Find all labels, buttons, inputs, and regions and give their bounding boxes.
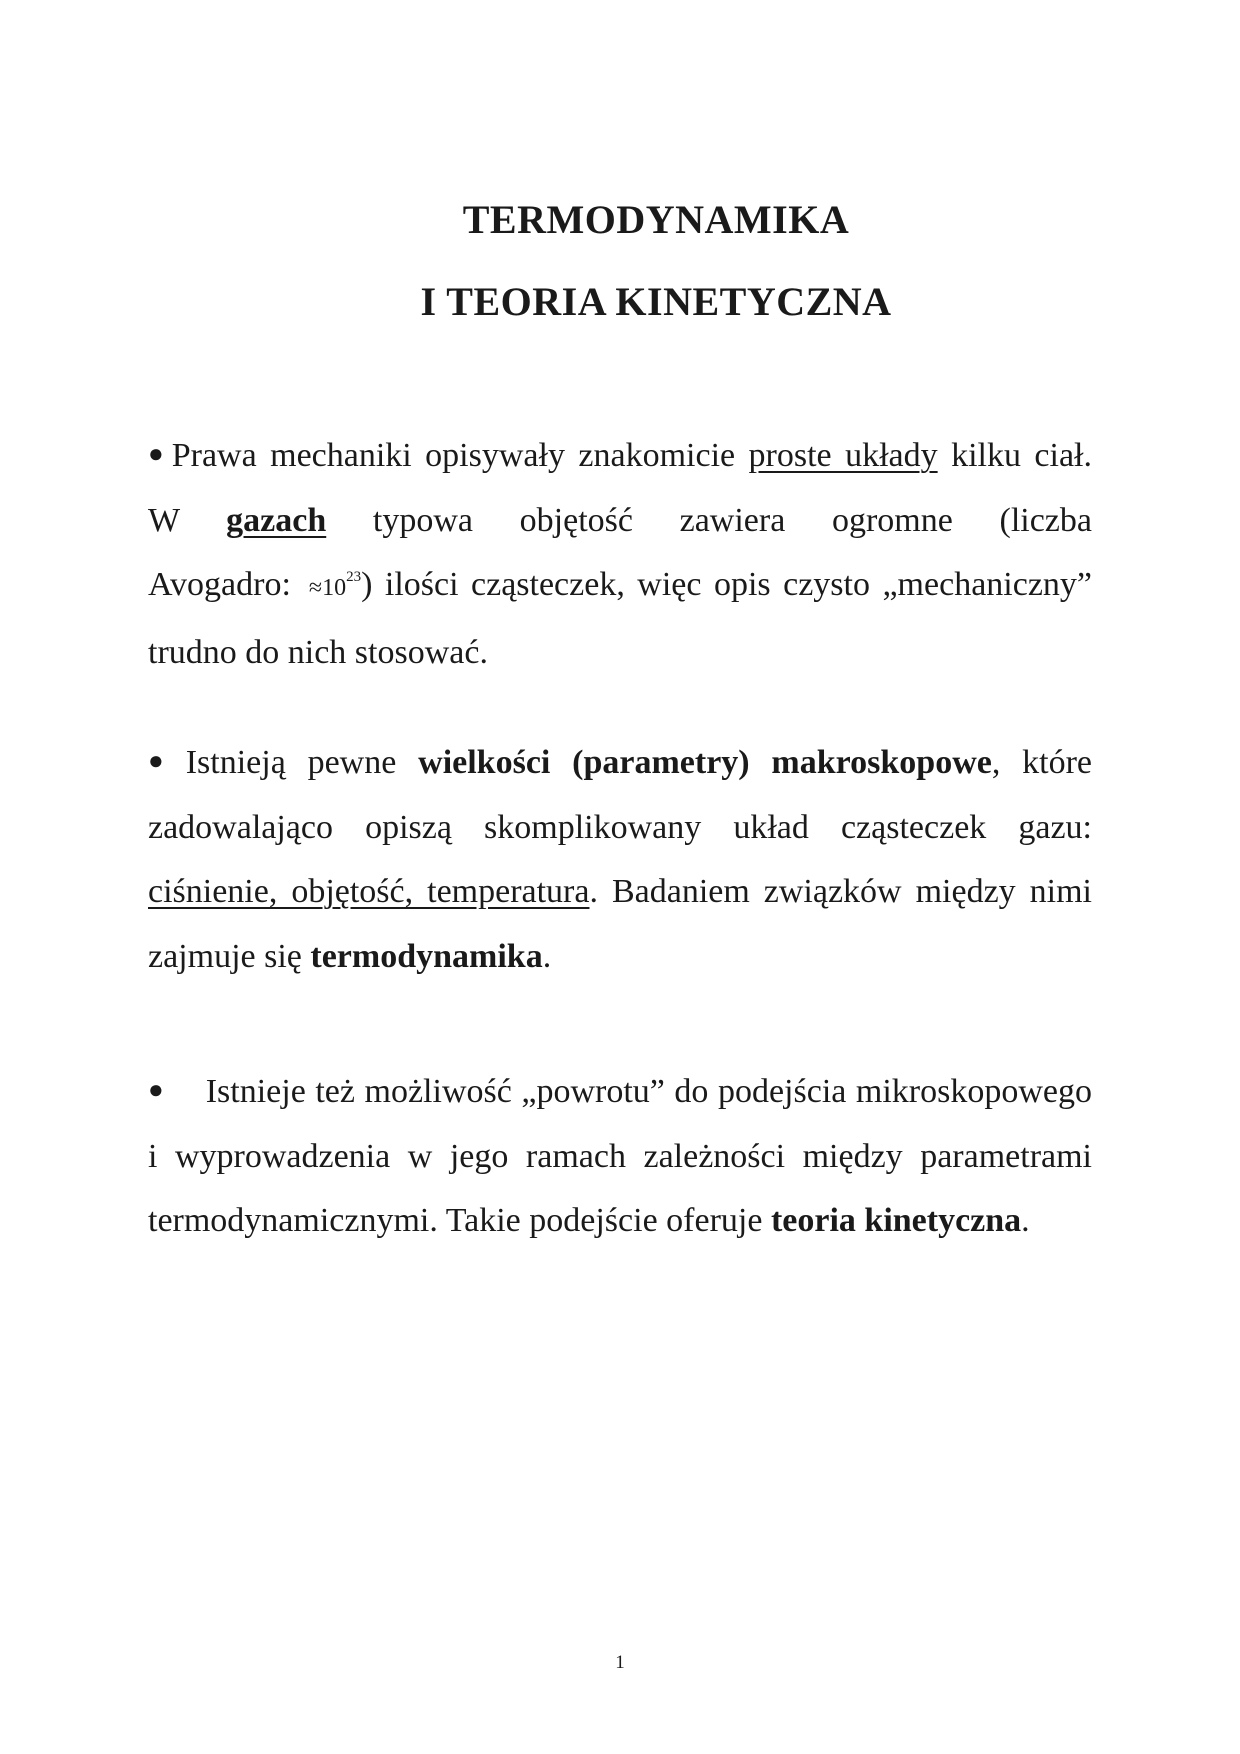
p1-text-1: Prawa mechaniki opisywały znakomicie bbox=[171, 437, 749, 474]
p2-bold-text-1: wielkości (parametry) makroskopowe bbox=[418, 744, 992, 781]
p1-bold-underlined-text: gazach bbox=[226, 501, 327, 539]
p2-text-3: . Badaniem związków między nimi zajmuje się bbox=[148, 873, 1092, 975]
paragraph-2 bbox=[148, 729, 1092, 989]
p1-text-2: kilku ciał. W bbox=[148, 437, 1092, 539]
p2-bold-text-2: termodynamika bbox=[310, 937, 543, 975]
p3-bold-text: teoria kinetyczna bbox=[770, 1202, 1022, 1239]
p2-underlined-text: ciśnienie, objętość, temperatura bbox=[148, 873, 590, 910]
p1-text-4: ) ilości cząsteczek, więc opis czysto „mechaniczny” trudno do nich stosować. bbox=[148, 566, 1092, 671]
p2-text-1: Istnieją pewne bbox=[185, 744, 419, 781]
title-line-1: TERMODYNAMIKA bbox=[462, 197, 850, 242]
p1-underlined-text: proste układy bbox=[748, 437, 938, 474]
bullet-icon: ● bbox=[148, 746, 164, 775]
p1-exponent: 23 bbox=[346, 569, 362, 585]
bullet-icon: ● bbox=[148, 439, 164, 468]
bullet-icon: ● bbox=[148, 1075, 164, 1104]
p2-text-2: , które zadowalająco opiszą skomplikowany układ cząsteczek gazu: bbox=[148, 744, 1093, 846]
paragraph-3 bbox=[148, 1058, 1092, 1254]
title-line-2: I TEORIA KINETYCZNA bbox=[420, 279, 892, 324]
p3-text-1: Istnieje też możliwość „powrotu” do podejścia mikroskopowego i wyprowadzenia w jego ramach zależności między parametrami termodynamicznymi. Takie podejście oferuje bbox=[148, 1073, 1092, 1239]
page-number: 1 bbox=[615, 1652, 625, 1673]
paragraph-1 bbox=[148, 422, 1092, 685]
p1-text-3: typowa objętość zawiera ogromne (liczba Avogadro: bbox=[148, 501, 1092, 603]
p2-text-4: . bbox=[542, 937, 552, 975]
p1-approx: ≈10 bbox=[308, 575, 347, 601]
p3-text-2: . bbox=[1021, 1202, 1030, 1239]
